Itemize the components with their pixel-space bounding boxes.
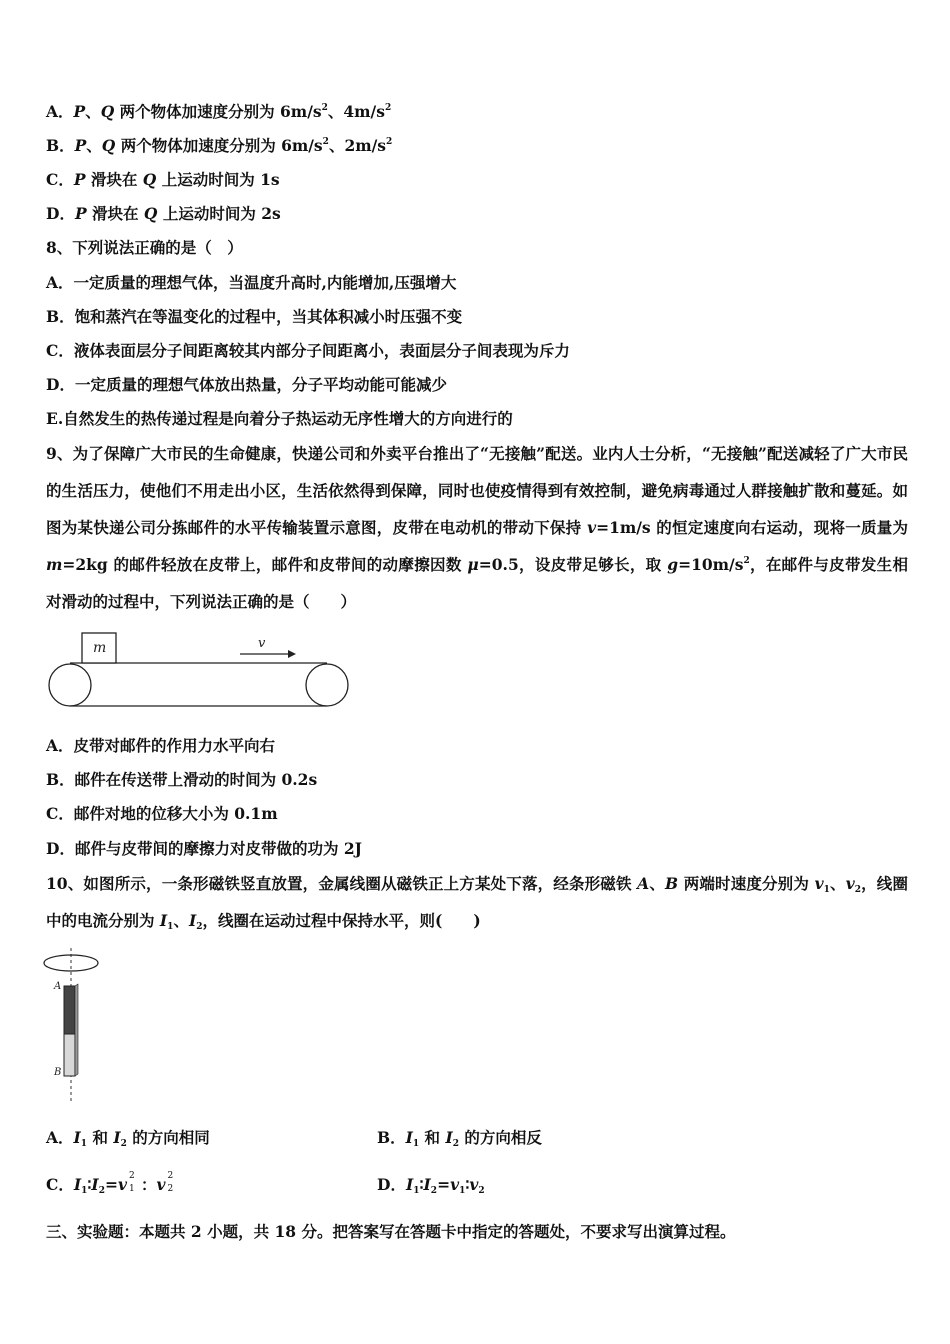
q10-option-a: A．$I_1$ 和 $I_2$ 的方向相同 [46, 1128, 210, 1149]
q8-stem: 8、下列说法正确的是（ ） [46, 238, 243, 257]
label-a: A [54, 981, 62, 992]
section-3-heading: 三、实验题：本题共 2 小题，共 18 分。把答案写在答题卡中指定的答题处，不要求写出演算过程。 [46, 1222, 736, 1241]
magnet-side-face [75, 984, 78, 1076]
q8-option-e: E.自然发生的热传递过程是向着分子热运动无序性增大的方向进行的 [46, 409, 513, 428]
q7-option-c: C．P 滑块在 Q 上运动时间为 1s [46, 170, 280, 189]
sup-sub-stack-1: 2 1 [128, 1171, 135, 1194]
q9-option-b: B．邮件在传送带上滑动的时间为 0.2s [46, 770, 318, 789]
q8-option-d: D．一定质量的理想气体放出热量，分子平均动能可能减少 [46, 375, 447, 394]
magnet-coil-diagram [42, 948, 106, 1104]
left-pulley [49, 664, 91, 706]
velocity-arrowhead [288, 650, 296, 658]
label-b: B [54, 1067, 62, 1078]
magnet-pole-a [64, 986, 75, 1034]
conveyor-belt-diagram [44, 628, 354, 712]
right-pulley [306, 664, 348, 706]
q10-option-b: B．$I_1$ 和 $I_2$ 的方向相反 [377, 1128, 542, 1149]
q9-option-c: C．邮件对地的位移大小为 0.1m [46, 804, 278, 823]
sup-sub-stack-2: 2 2 [167, 1171, 174, 1194]
q9-option-d: D．邮件与皮带间的摩擦力对皮带做的功为 2J [46, 839, 362, 858]
q8-option-b: B．饱和蒸汽在等温变化的过程中，当其体积减小时压强不变 [46, 307, 463, 326]
q7-option-b: B．P、Q 两个物体加速度分别为 $6m/s^2$、$2m/s^2$ [46, 136, 393, 155]
q7-option-a: A．P、Q 两个物体加速度分别为 $6m/s^2$、$4m/s^2$ [46, 102, 392, 121]
magnet-pole-b [64, 1034, 75, 1076]
q7-option-d: D．P 滑块在 Q 上运动时间为 2s [46, 204, 281, 223]
velocity-label: v [258, 636, 266, 651]
q9-option-a: A．皮带对邮件的作用力水平向右 [46, 736, 276, 755]
block-label: m [93, 640, 107, 656]
q10-option-d: D．$I_1∶I_2=v_1∶v_2$ [377, 1175, 485, 1196]
q8-option-c: C．液体表面层分子间距离较其内部分子间距离小，表面层分子间表现为斥力 [46, 341, 570, 360]
q10-option-c: C．$I_1∶I_2=v$ 2 1 ：v 2 2 [46, 1175, 180, 1195]
q9-stem: 9、为了保障广大市民的生命健康，快递公司和外卖平台推出了“无接触”配送。业内人士分析，“无接触”配送减轻了广大市民的生活压力，使他们不用走出小区，生活依然得到保障，同时也使疫情得到有效控制，避免病毒通过人群接触扩散和蔓延。如图为某快递公司分拣邮件的水平传输装置示意图，皮带在电动机的带动下保持 v=1m/s 的恒定速度向右运动，现将一质量为 m=2kg 的邮件轻放在皮带上，邮件和皮带间的动摩擦因数 μ=0.5，设皮带足够长，取 $g=10m/s^2$，在邮件与皮带发生相对滑动的过程中，下列说法正确的是（ ） [46, 444, 908, 611]
q10-stem: 10、如图所示，一条形磁铁竖直放置，金属线圈从磁铁正上方某处下落，经条形磁铁 A、B 两端时速度分别为 $v_1$、$v_2$，线圈中的电流分别为 $I_1$、$I_2$，线圈在运动过程中保持水平，则( ) [46, 874, 908, 932]
q8-option-a: A．一定质量的理想气体，当温度升高时,内能增加,压强增大 [46, 273, 457, 292]
